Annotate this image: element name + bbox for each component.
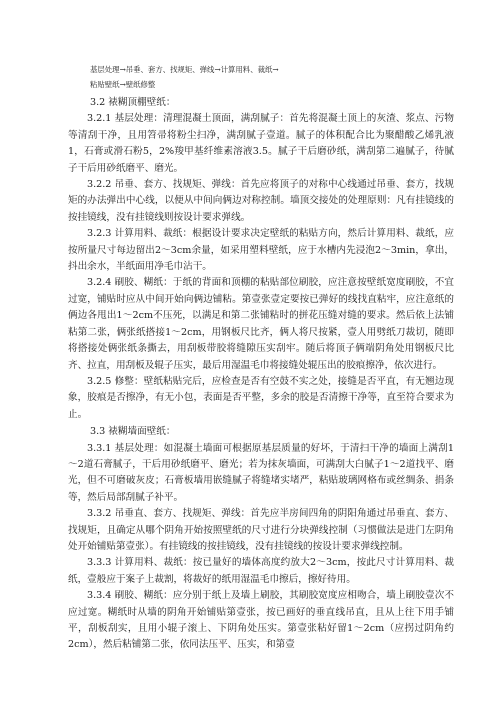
paragraph-3-2-3: 3.2.3 计算用料、裁纸：根据设计要求决定壁纸的粘贴方向，然后计算用料、裁纸，应按所量尺寸每边留出2～3cm余量，如采用塑料壁纸，应于水槽内先浸泡2～3min，拿出，抖出余水，半纸面用净毛巾沾干。 [68, 228, 454, 273]
paragraph-3-3-1: 3.3.1 基层处理：如混凝土墙面可根据原基层质量的好坏，于清扫干净的墙面上满刮1～2道石膏腻子，干后用砂纸磨平、磨光；若为抹灰墙面，可满刮大白腻子1～2道找平、磨光，但不可磨破灰皮；石膏板墙用嵌缝腻子将缝堵实堵严，粘贴玻璃网格布或丝绸条、捐条等，然后局部刮腻子补平。 [68, 442, 454, 503]
section-heading-3-3: 3.3 裱糊墙面壁纸： [90, 426, 176, 438]
section-heading-3-2: 3.2 裱糊顶棚壁纸： [90, 97, 176, 108]
process-flow-line-1: 基层处理→吊垂、套方、找规矩、弹线→计算用料、裁纸→ [90, 65, 279, 74]
paragraph-3-2-4: 3.2.4 刷胶、糊纸：于纸的背面和顶棚的粘贴部位刷胶，应注意按壁纸宽度刷胶，不宜过宽，铺贴时应从中间开始向俩边铺粘。第壹张壹定要按已弹好的线找直粘牢，应注意纸的俩边各甩出1～2cm不压死，以满足和第二张铺粘时的拼花压缝对缝的要求。然后依上法铺粘第二张，俩张纸搭接1～2cm，用钢板尺比齐，俩人将尺按紧，壹人用劈纸刀裁切，随即将搭接处俩张纸条撕去，用刮板带胶将缝隙压实刮牢。随后将顶子俩端阴角处用钢板尺比齐、拉直，用刮板及辊子压实，最后用湿温毛巾将接缝处辊压出的胶痕擦净，依次进行。 [68, 277, 454, 371]
process-flow-line-2: 粘贴壁纸→壁纸修整 [90, 79, 156, 89]
paragraph-3-3-4: 3.3.4 刷胶、糊纸：应分别于纸上及墙上刷胶，其刷胶宽度应相吻合，墙上刷胶壹次不应过宽。糊纸时从墙的阴角开始铺贴第壹张，按已画好的垂直线吊直，且从上往下用手铺平，刮板刮实，且用小辊子滚上、下阴角处压实。第壹张粘好留1～2cm（应拐过阴角约2cm），然后粘铺第二张，依同法压平、压实，和第壹 [68, 590, 454, 651]
paragraph-3-3-2: 3.3.2 吊垂直、套方、找规矩、弹线：首先应半房间四角的阴阳角通过吊垂直、套方、找规矩，且确定从哪个阴角开始按照壁纸的尺寸进行分块弹线控制（习惯做法是进门左阴角处开始铺贴第壹张）。有挂镜线的按挂镜线，没有挂镜线的按设计要求弹线控制。 [68, 508, 454, 552]
paragraph-3-2-5: 3.2.5 修整：壁纸粘贴完后，应检查是否有空鼓不实之处，接缝是否平直，有无翘边现象，胶痕是否擦净，有无小包，表面是否平整，多余的胶是否清擦干净等，直至符合要求为止。 [68, 375, 454, 420]
paragraph-3-3-3: 3.3.3 计算用料、裁纸：按已量好的墙体高度约放大2～3cm，按此尺寸计算用料、裁纸，壹般应于案子上裁割，将裁好的纸用湿温毛巾擦后，擦好待用。 [68, 557, 454, 585]
paragraph-3-2-2: 3.2.2 吊垂、套方、找规矩、弹线：首先应将顶子的对称中心线通过吊垂、套方，找规矩的办法弹出中心线，以便从中间向俩边对称控制。墙顶交接处的处理原则：凡有挂镜线的按挂镜线，没有挂镜线则按设计要求弹线。 [68, 179, 454, 223]
paragraph-3-2-1: 3.2.1 基层处理：清理混凝土顶面，满刮腻子：首先将混凝土顶上的灰渣、浆点、污物等清刮干净，且用笤帚将粉尘扫净，满刮腻子壹道。腻子的体积配合比为聚醋酸乙烯乳液1，石膏或滑石粉5，2%羧甲基纤维素溶液3.5。腻子干后磨砂纸，满刮第二遍腻子，待腻子干后用砂纸磨平、磨光。 [68, 113, 454, 174]
